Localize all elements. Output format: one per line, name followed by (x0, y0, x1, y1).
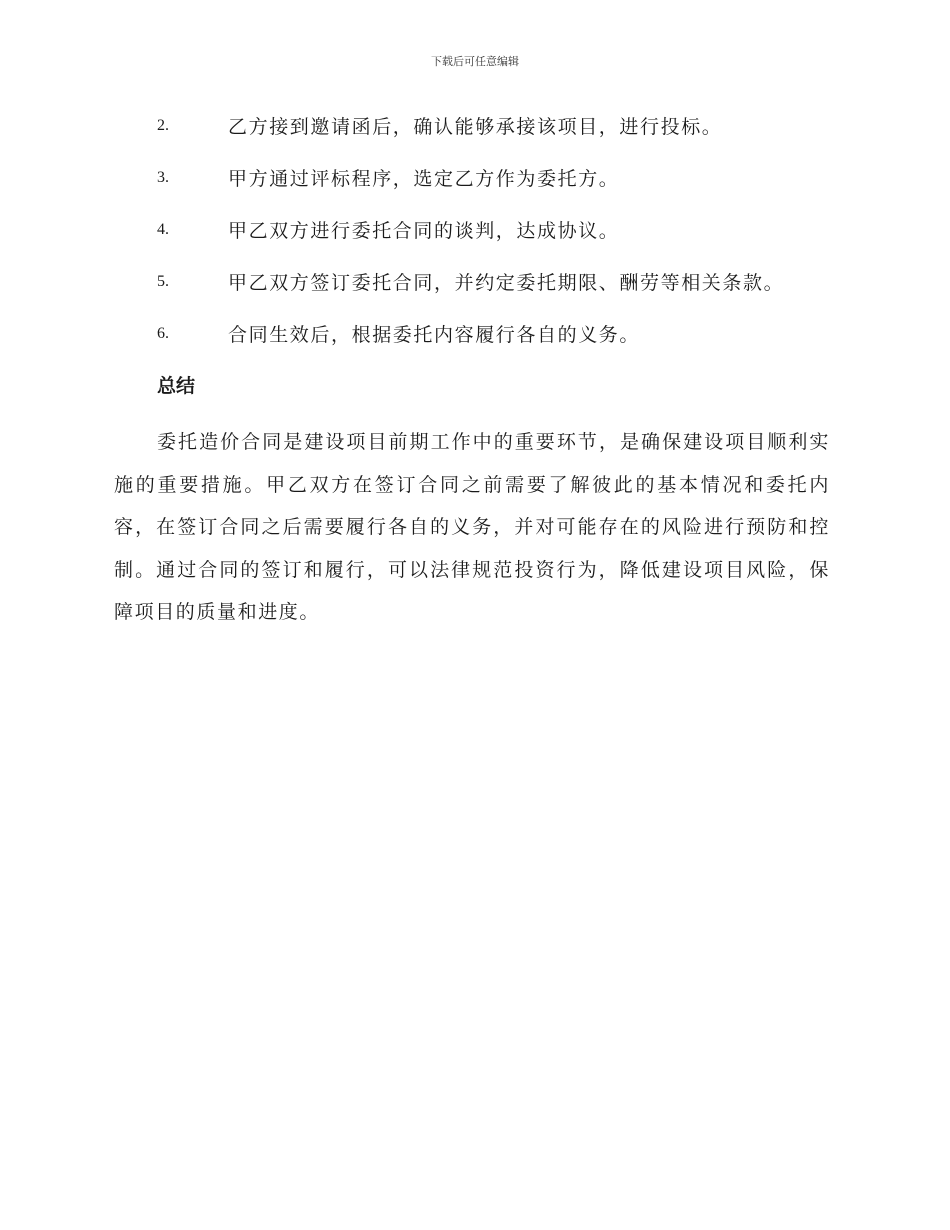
summary-paragraph: 委托造价合同是建设项目前期工作中的重要环节，是确保建设项目顺利实施的重要措施。甲乙双方在签订合同之前需要了解彼此的基本情况和委托内容，在签订合同之后需要履行各自的义务，并对可能存在的风险进行预防和控制。通过合同的签订和履行，可以法律规范投资行为，降低建设项目风险，保障项目的质量和进度。 (114, 431, 830, 623)
list-item (0, 216, 950, 268)
list-item (0, 268, 950, 320)
list-item-number: 3. (157, 169, 169, 186)
list-item-text: 乙方接到邀请函后，确认能够承接该项目，进行投标。 (228, 116, 723, 138)
steps-list (0, 112, 950, 372)
list-item-text: 甲方通过评标程序，选定乙方作为委托方。 (228, 168, 620, 190)
list-item (0, 164, 950, 216)
list-item-number: 4. (157, 221, 169, 238)
section-title-summary: 总结 (157, 375, 196, 397)
list-item-text: 甲乙双方签订委托合同，并约定委托期限、酬劳等相关条款。 (228, 272, 785, 294)
list-item (0, 320, 950, 372)
list-item (0, 112, 950, 164)
list-item-text: 甲乙双方进行委托合同的谈判，达成协议。 (228, 220, 620, 242)
page-header: 下载后可任意编辑 (431, 55, 519, 68)
list-item-text: 合同生效后，根据委托内容履行各自的义务。 (228, 324, 641, 346)
list-item-number: 6. (157, 325, 169, 342)
list-item-number: 2. (157, 117, 169, 134)
list-item-number: 5. (157, 273, 169, 290)
